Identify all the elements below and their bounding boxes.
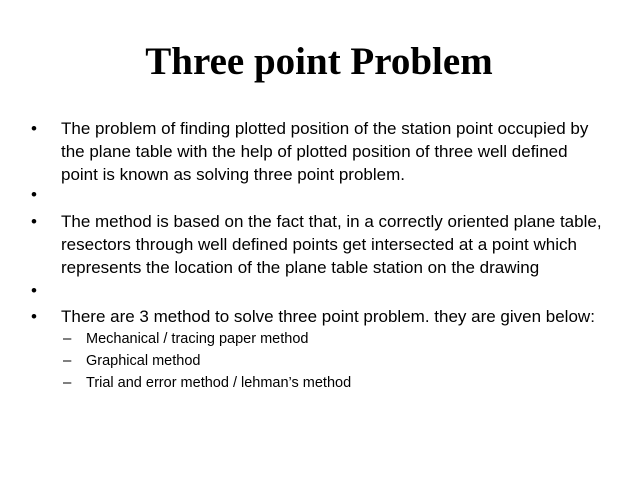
bullet-dot: •: [31, 119, 37, 138]
sub-bullet-dash: –: [63, 352, 72, 369]
sub-bullet-item: [63, 351, 603, 371]
sub-bullet-dash: –: [63, 330, 72, 347]
bullet-dot: •: [31, 212, 37, 231]
sub-bullet-text: Graphical method: [86, 353, 201, 369]
bullet-dot: •: [31, 185, 37, 204]
bullet-item: [31, 117, 607, 186]
sub-bullet-item: [63, 329, 603, 349]
bullet-text: The method is based on the fact that, in a correctly oriented plane table, resectors through well defined points get intersected at a point which represents the location of the plane table station on the drawing: [61, 212, 602, 277]
bullet-dot: •: [31, 281, 37, 300]
bullet-item: [31, 305, 607, 328]
bullet-dot: •: [31, 307, 37, 326]
slide-title: Three point Problem: [145, 40, 493, 83]
bullet-item: [31, 210, 607, 279]
sub-bullet-dash: –: [63, 374, 72, 391]
bullet-text: There are 3 method to solve three point problem. they are given below:: [61, 307, 595, 326]
sub-bullet-item: [63, 373, 603, 393]
bullet-text: The problem of finding plotted position of the station point occupied by the plane table with the help of plotted position of three well defined point is known as solving three point problem.: [61, 119, 589, 184]
sub-bullet-text: Mechanical / tracing paper method: [86, 331, 309, 347]
sub-bullet-text: Trial and error method / lehman’s method: [86, 375, 352, 391]
